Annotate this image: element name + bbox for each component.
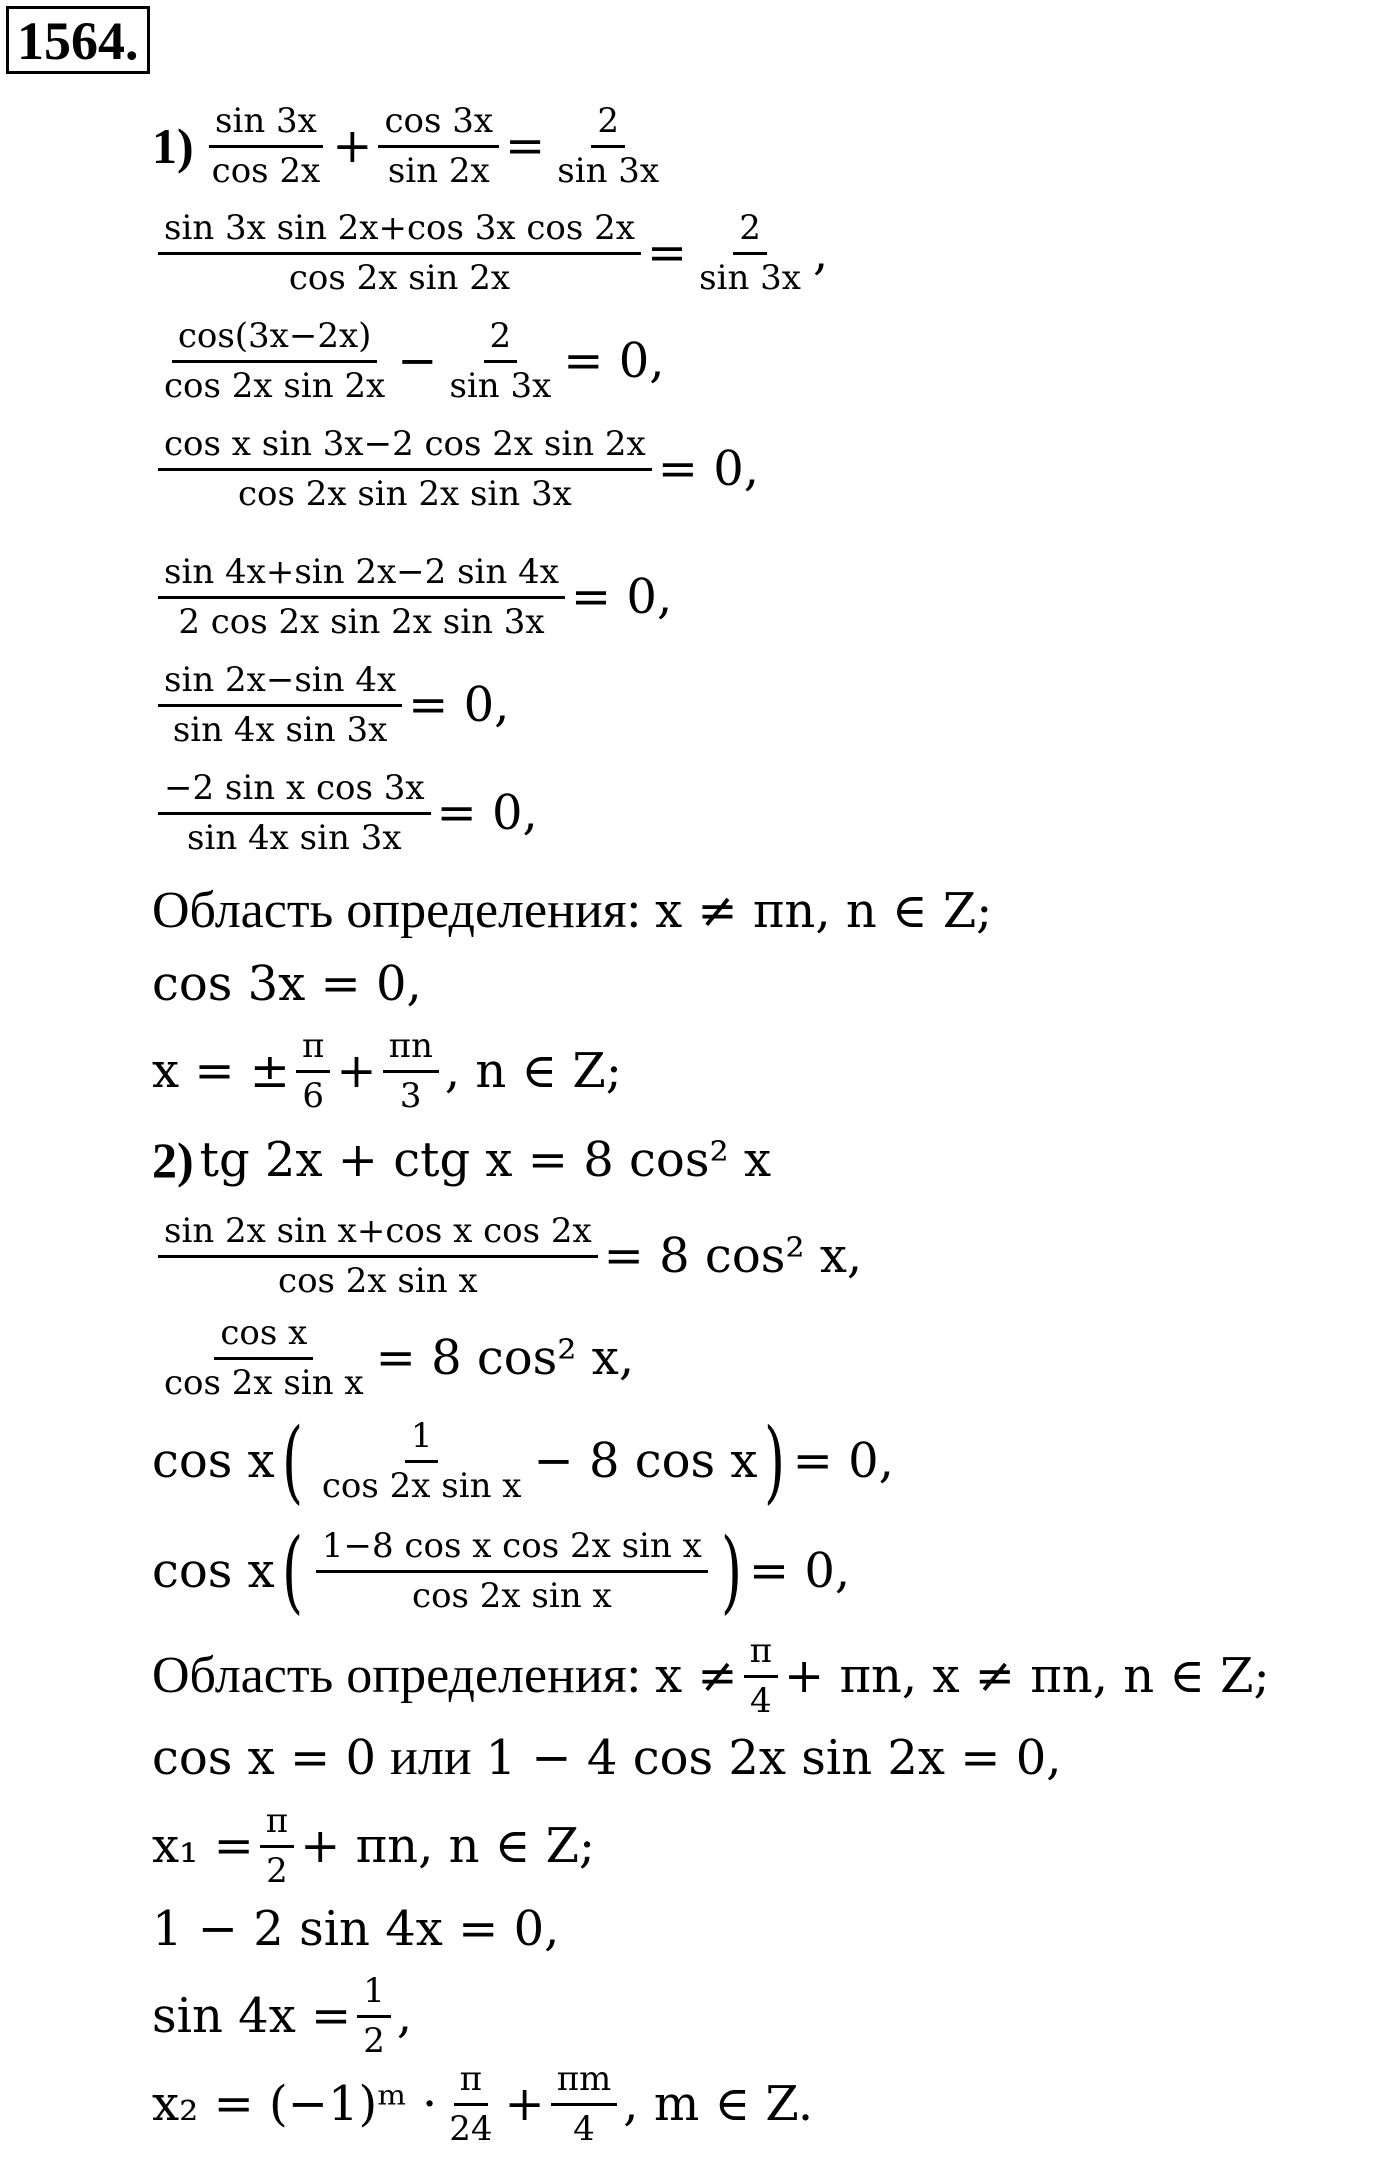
numerator: 2 xyxy=(591,100,625,148)
fraction xyxy=(158,659,402,751)
problem-number: 1564. xyxy=(6,6,150,74)
denominator: 4 xyxy=(749,1680,772,1721)
denominator: sin 3x xyxy=(557,150,660,191)
fraction xyxy=(158,551,565,643)
equation-tail: = 0, xyxy=(792,1433,894,1489)
numerator: sin 3x xyxy=(209,100,323,148)
numerator: 1 xyxy=(405,1415,439,1463)
domain-expression: x ≠ πn, n ∈ Z; xyxy=(655,883,993,939)
part1-line1 xyxy=(152,100,671,192)
operator: + xyxy=(336,1043,377,1099)
fraction xyxy=(357,1970,391,2062)
denominator: 2 xyxy=(266,1850,288,1891)
denominator: cos 2x xyxy=(211,150,321,191)
fraction xyxy=(296,1025,330,1117)
numerator: πn xyxy=(383,1025,439,1073)
equation-tail: = 0, xyxy=(748,1543,851,1599)
part1-line7 xyxy=(152,767,538,859)
domain-label: Область определения: xyxy=(152,882,642,939)
equation-prefix: cos x xyxy=(152,1433,275,1489)
part1-line2 xyxy=(152,207,828,299)
part1-line5 xyxy=(152,551,672,643)
domain-tail: + πn, x ≠ πn, n ∈ Z; xyxy=(783,1648,1270,1704)
equation-tail: = 8 cos² x, xyxy=(603,1228,863,1284)
part2-label: 2) xyxy=(152,1132,194,1188)
fraction xyxy=(158,1312,370,1404)
equation-tail: + πn, n ∈ Z; xyxy=(300,1818,596,1874)
operator: + xyxy=(504,2076,545,2132)
numerator: 2 xyxy=(733,207,767,255)
numerator: π xyxy=(744,1630,778,1678)
part1-line3 xyxy=(152,315,665,407)
fraction xyxy=(158,1210,598,1302)
equation-prefix: x₁ = xyxy=(152,1818,254,1874)
equation-tail: , n ∈ Z; xyxy=(444,1043,622,1099)
denominator: 6 xyxy=(302,1075,325,1116)
denominator: 3 xyxy=(399,1075,422,1116)
fraction xyxy=(316,1525,708,1617)
fraction xyxy=(443,2058,498,2150)
fraction xyxy=(443,315,557,407)
numerator: sin 2x sin x+cos x cos 2x xyxy=(158,1210,598,1258)
part1-line10 xyxy=(152,1025,622,1117)
numerator: πm xyxy=(551,2058,618,2106)
part2-line11 xyxy=(152,2058,813,2150)
fraction xyxy=(206,100,327,192)
numerator: sin 3x sin 2x+cos 3x cos 2x xyxy=(158,207,641,255)
part2-line7 xyxy=(152,1729,1062,1786)
numerator: sin 4x+sin 2x−2 sin 4x xyxy=(158,551,565,599)
equation: 1 − 2 sin 4x = 0, xyxy=(152,1901,560,1957)
part2-line8 xyxy=(152,1800,595,1892)
denominator: cos 2x sin x xyxy=(164,1362,364,1403)
equation-tail: , m ∈ Z. xyxy=(623,2076,814,2132)
denominator: sin 2x xyxy=(387,150,490,191)
part2-line10 xyxy=(152,1970,412,2062)
fraction xyxy=(744,1630,778,1722)
fraction xyxy=(158,315,391,407)
equation-tail: , xyxy=(396,1988,413,2044)
numerator: 2 xyxy=(484,315,518,363)
operator: + xyxy=(332,118,373,174)
equation-tail: = 0, xyxy=(436,785,538,841)
equals: = xyxy=(646,225,688,281)
part1-domain-line xyxy=(152,882,993,939)
denominator: sin 3x xyxy=(449,365,552,406)
numerator: cos 3x xyxy=(378,100,499,148)
denominator: 4 xyxy=(573,2108,595,2149)
fraction xyxy=(316,1415,528,1507)
denominator: 2 xyxy=(363,2020,385,2061)
fraction xyxy=(260,1800,294,1892)
fraction xyxy=(693,207,807,299)
part2-line4 xyxy=(152,1408,894,1514)
equation-prefix: sin 4x = xyxy=(152,1988,352,2044)
numerator: cos(3x−2x) xyxy=(172,315,378,363)
denominator: sin 4x sin 3x xyxy=(187,817,402,858)
numerator: −2 sin x cos 3x xyxy=(158,767,431,815)
fraction xyxy=(158,207,641,299)
middle-term: − 8 cos x xyxy=(533,1433,758,1489)
denominator: sin 4x sin 3x xyxy=(172,709,388,750)
denominator: 24 xyxy=(449,2108,493,2149)
part2-domain-line xyxy=(152,1630,1270,1722)
fraction xyxy=(158,423,652,515)
part2-line2 xyxy=(152,1210,862,1302)
equation-tail: = 0, xyxy=(570,569,673,625)
equation-part-b: 1 − 4 cos 2x sin 2x = 0, xyxy=(485,1730,1062,1786)
close-paren: ) xyxy=(720,1518,742,1624)
close-paren: ) xyxy=(764,1408,786,1514)
denominator: cos 2x sin x xyxy=(278,1260,478,1301)
numerator: π xyxy=(454,2058,488,2106)
domain-label: Область определения: xyxy=(152,1647,642,1704)
fraction xyxy=(551,100,665,192)
equation-tail: = 0, xyxy=(563,333,665,389)
open-paren: ( xyxy=(281,1408,303,1514)
denominator: cos 2x sin 2x sin 3x xyxy=(237,473,572,514)
part2-line9 xyxy=(152,1901,560,1957)
part2-line1 xyxy=(152,1132,772,1188)
equation-part-a: cos x = 0 xyxy=(152,1730,377,1786)
equation-tail: = 0, xyxy=(408,677,510,733)
equation: tg 2x + ctg x = 8 cos² x xyxy=(199,1132,772,1188)
denominator: cos 2x sin 2x xyxy=(164,365,386,406)
numerator: π xyxy=(260,1800,294,1848)
fraction xyxy=(383,1025,439,1117)
denominator: cos 2x sin 2x xyxy=(288,257,511,298)
equation-prefix: x = ± xyxy=(152,1043,291,1099)
numerator: sin 2x−sin 4x xyxy=(158,659,402,707)
denominator: sin 3x xyxy=(699,257,801,298)
part2-line3 xyxy=(152,1312,634,1404)
numerator: cos x xyxy=(214,1312,313,1360)
trailing-comma: , xyxy=(812,225,829,281)
numerator: 1 xyxy=(357,1970,391,2018)
part1-label: 1) xyxy=(152,118,194,174)
equation-prefix: cos x xyxy=(152,1543,275,1599)
part2-line5 xyxy=(152,1518,851,1624)
part1-line6 xyxy=(152,659,509,751)
part1-line4 xyxy=(152,423,759,515)
fraction xyxy=(378,100,499,192)
numerator: cos x sin 3x−2 cos 2x sin 2x xyxy=(158,423,652,471)
equation: cos 3x = 0, xyxy=(152,956,422,1012)
part1-line9 xyxy=(152,956,422,1012)
fraction xyxy=(551,2058,618,2150)
numerator: 1−8 cos x cos 2x sin x xyxy=(316,1525,708,1573)
numerator: π xyxy=(296,1025,330,1073)
operator: − xyxy=(397,333,438,389)
equation-tail: = 8 cos² x, xyxy=(375,1330,635,1386)
equation-tail: = 0, xyxy=(657,441,760,497)
fraction xyxy=(158,767,431,859)
domain-prefix: x ≠ xyxy=(655,1648,738,1704)
or-word: или xyxy=(390,1729,472,1786)
denominator: 2 cos 2x sin 2x sin 3x xyxy=(178,601,545,642)
equals: = xyxy=(505,118,546,174)
open-paren: ( xyxy=(281,1518,303,1624)
denominator: cos 2x sin x xyxy=(321,1465,522,1506)
equation-prefix: x₂ = (−1)ᵐ · xyxy=(152,2076,438,2132)
denominator: cos 2x sin x xyxy=(412,1575,612,1616)
